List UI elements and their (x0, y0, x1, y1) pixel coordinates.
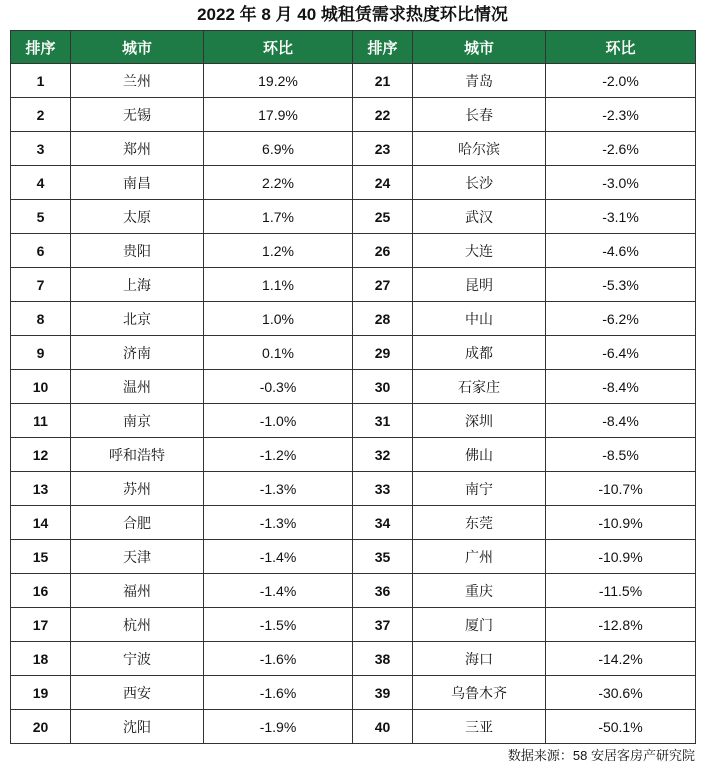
city-left-cell: 太原 (71, 200, 204, 234)
city-right-cell: 重庆 (413, 574, 546, 608)
header-city-left: 城市 (71, 31, 204, 64)
change-left-cell: -1.0% (204, 404, 353, 438)
rank-left-cell: 13 (11, 472, 71, 506)
change-left-cell: 1.0% (204, 302, 353, 336)
city-right-cell: 武汉 (413, 200, 546, 234)
city-right-cell: 中山 (413, 302, 546, 336)
rank-left-cell: 20 (11, 710, 71, 744)
city-right-cell: 海口 (413, 642, 546, 676)
change-left-cell: -1.5% (204, 608, 353, 642)
rank-left-cell: 9 (11, 336, 71, 370)
table-row (11, 132, 696, 166)
city-left-cell: 呼和浩特 (71, 438, 204, 472)
rank-left-cell: 12 (11, 438, 71, 472)
table-body (11, 64, 696, 744)
change-right-cell: -14.2% (546, 642, 696, 676)
change-right-cell: -2.0% (546, 64, 696, 98)
rank-right-cell: 33 (353, 472, 413, 506)
rank-right-cell: 26 (353, 234, 413, 268)
city-left-cell: 上海 (71, 268, 204, 302)
rank-right-cell: 40 (353, 710, 413, 744)
change-left-cell: -1.3% (204, 506, 353, 540)
table-row (11, 574, 696, 608)
city-left-cell: 苏州 (71, 472, 204, 506)
rank-right-cell: 32 (353, 438, 413, 472)
city-left-cell: 南京 (71, 404, 204, 438)
city-left-cell: 西安 (71, 676, 204, 710)
city-right-cell: 南宁 (413, 472, 546, 506)
rank-right-cell: 39 (353, 676, 413, 710)
rank-left-cell: 18 (11, 642, 71, 676)
city-left-cell: 南昌 (71, 166, 204, 200)
change-right-cell: -8.5% (546, 438, 696, 472)
table-row (11, 166, 696, 200)
change-left-cell: 17.9% (204, 98, 353, 132)
table-row (11, 336, 696, 370)
header-change-left: 环比 (204, 31, 353, 64)
city-right-cell: 成都 (413, 336, 546, 370)
change-left-cell: 19.2% (204, 64, 353, 98)
city-left-cell: 杭州 (71, 608, 204, 642)
city-right-cell: 三亚 (413, 710, 546, 744)
change-right-cell: -10.9% (546, 506, 696, 540)
rank-left-cell: 5 (11, 200, 71, 234)
rank-right-cell: 23 (353, 132, 413, 166)
change-left-cell: -1.2% (204, 438, 353, 472)
change-left-cell: 1.1% (204, 268, 353, 302)
change-right-cell: -3.1% (546, 200, 696, 234)
rank-right-cell: 24 (353, 166, 413, 200)
change-left-cell: 0.1% (204, 336, 353, 370)
rank-left-cell: 10 (11, 370, 71, 404)
change-right-cell: -5.3% (546, 268, 696, 302)
change-left-cell: 1.2% (204, 234, 353, 268)
city-right-cell: 大连 (413, 234, 546, 268)
change-right-cell: -11.5% (546, 574, 696, 608)
table-row (11, 234, 696, 268)
city-left-cell: 兰州 (71, 64, 204, 98)
city-right-cell: 青岛 (413, 64, 546, 98)
rank-right-cell: 27 (353, 268, 413, 302)
table-row (11, 370, 696, 404)
change-right-cell: -8.4% (546, 404, 696, 438)
rank-right-cell: 29 (353, 336, 413, 370)
table-row (11, 676, 696, 710)
rank-right-cell: 36 (353, 574, 413, 608)
rank-right-cell: 35 (353, 540, 413, 574)
table-row (11, 98, 696, 132)
change-right-cell: -10.9% (546, 540, 696, 574)
change-right-cell: -50.1% (546, 710, 696, 744)
rank-right-cell: 34 (353, 506, 413, 540)
change-right-cell: -8.4% (546, 370, 696, 404)
change-right-cell: -4.6% (546, 234, 696, 268)
data-source-note: 数据来源：58 安居客房产研究院 (507, 748, 695, 763)
city-left-cell: 宁波 (71, 642, 204, 676)
table-row (11, 506, 696, 540)
change-left-cell: 6.9% (204, 132, 353, 166)
table-row (11, 438, 696, 472)
rank-left-cell: 7 (11, 268, 71, 302)
rank-left-cell: 2 (11, 98, 71, 132)
city-left-cell: 北京 (71, 302, 204, 336)
rank-left-cell: 4 (11, 166, 71, 200)
change-left-cell: -1.6% (204, 676, 353, 710)
rank-right-cell: 37 (353, 608, 413, 642)
table-row (11, 404, 696, 438)
rank-left-cell: 3 (11, 132, 71, 166)
change-left-cell: 1.7% (204, 200, 353, 234)
city-right-cell: 广州 (413, 540, 546, 574)
change-left-cell: 2.2% (204, 166, 353, 200)
rank-left-cell: 1 (11, 64, 71, 98)
change-left-cell: -1.6% (204, 642, 353, 676)
city-left-cell: 济南 (71, 336, 204, 370)
header-change-right: 环比 (546, 31, 696, 64)
table-header-row (11, 31, 696, 64)
rank-left-cell: 14 (11, 506, 71, 540)
change-left-cell: -1.3% (204, 472, 353, 506)
rank-right-cell: 22 (353, 98, 413, 132)
city-right-cell: 厦门 (413, 608, 546, 642)
change-right-cell: -30.6% (546, 676, 696, 710)
city-left-cell: 福州 (71, 574, 204, 608)
table-row (11, 302, 696, 336)
table-row (11, 710, 696, 744)
change-right-cell: -6.2% (546, 302, 696, 336)
rank-right-cell: 38 (353, 642, 413, 676)
table-row (11, 200, 696, 234)
city-right-cell: 乌鲁木齐 (413, 676, 546, 710)
table-row (11, 64, 696, 98)
table-row (11, 642, 696, 676)
change-left-cell: -1.4% (204, 540, 353, 574)
rank-right-cell: 30 (353, 370, 413, 404)
city-left-cell: 天津 (71, 540, 204, 574)
city-right-cell: 长沙 (413, 166, 546, 200)
city-left-cell: 贵阳 (71, 234, 204, 268)
rank-left-cell: 8 (11, 302, 71, 336)
change-right-cell: -10.7% (546, 472, 696, 506)
table-row (11, 540, 696, 574)
change-left-cell: -1.9% (204, 710, 353, 744)
rank-right-cell: 28 (353, 302, 413, 336)
city-left-cell: 温州 (71, 370, 204, 404)
city-right-cell: 石家庄 (413, 370, 546, 404)
rank-left-cell: 19 (11, 676, 71, 710)
change-right-cell: -3.0% (546, 166, 696, 200)
rank-right-cell: 21 (353, 64, 413, 98)
city-right-cell: 长春 (413, 98, 546, 132)
rank-left-cell: 15 (11, 540, 71, 574)
city-right-cell: 深圳 (413, 404, 546, 438)
rank-left-cell: 11 (11, 404, 71, 438)
city-right-cell: 昆明 (413, 268, 546, 302)
header-rank-left: 排序 (11, 31, 71, 64)
change-right-cell: -6.4% (546, 336, 696, 370)
rank-right-cell: 25 (353, 200, 413, 234)
header-city-right: 城市 (413, 31, 546, 64)
change-right-cell: -2.6% (546, 132, 696, 166)
rank-left-cell: 16 (11, 574, 71, 608)
city-left-cell: 沈阳 (71, 710, 204, 744)
change-right-cell: -2.3% (546, 98, 696, 132)
change-right-cell: -12.8% (546, 608, 696, 642)
rank-right-cell: 31 (353, 404, 413, 438)
table-row (11, 608, 696, 642)
city-left-cell: 无锡 (71, 98, 204, 132)
page-title: 2022 年 8 月 40 城租赁需求热度环比情况 (197, 5, 508, 24)
header-rank-right: 排序 (353, 31, 413, 64)
city-right-cell: 东莞 (413, 506, 546, 540)
rent-demand-table (10, 30, 696, 744)
rank-left-cell: 17 (11, 608, 71, 642)
table-row (11, 472, 696, 506)
table-row (11, 268, 696, 302)
change-left-cell: -1.4% (204, 574, 353, 608)
city-left-cell: 郑州 (71, 132, 204, 166)
city-left-cell: 合肥 (71, 506, 204, 540)
city-right-cell: 哈尔滨 (413, 132, 546, 166)
change-left-cell: -0.3% (204, 370, 353, 404)
rank-left-cell: 6 (11, 234, 71, 268)
city-right-cell: 佛山 (413, 438, 546, 472)
